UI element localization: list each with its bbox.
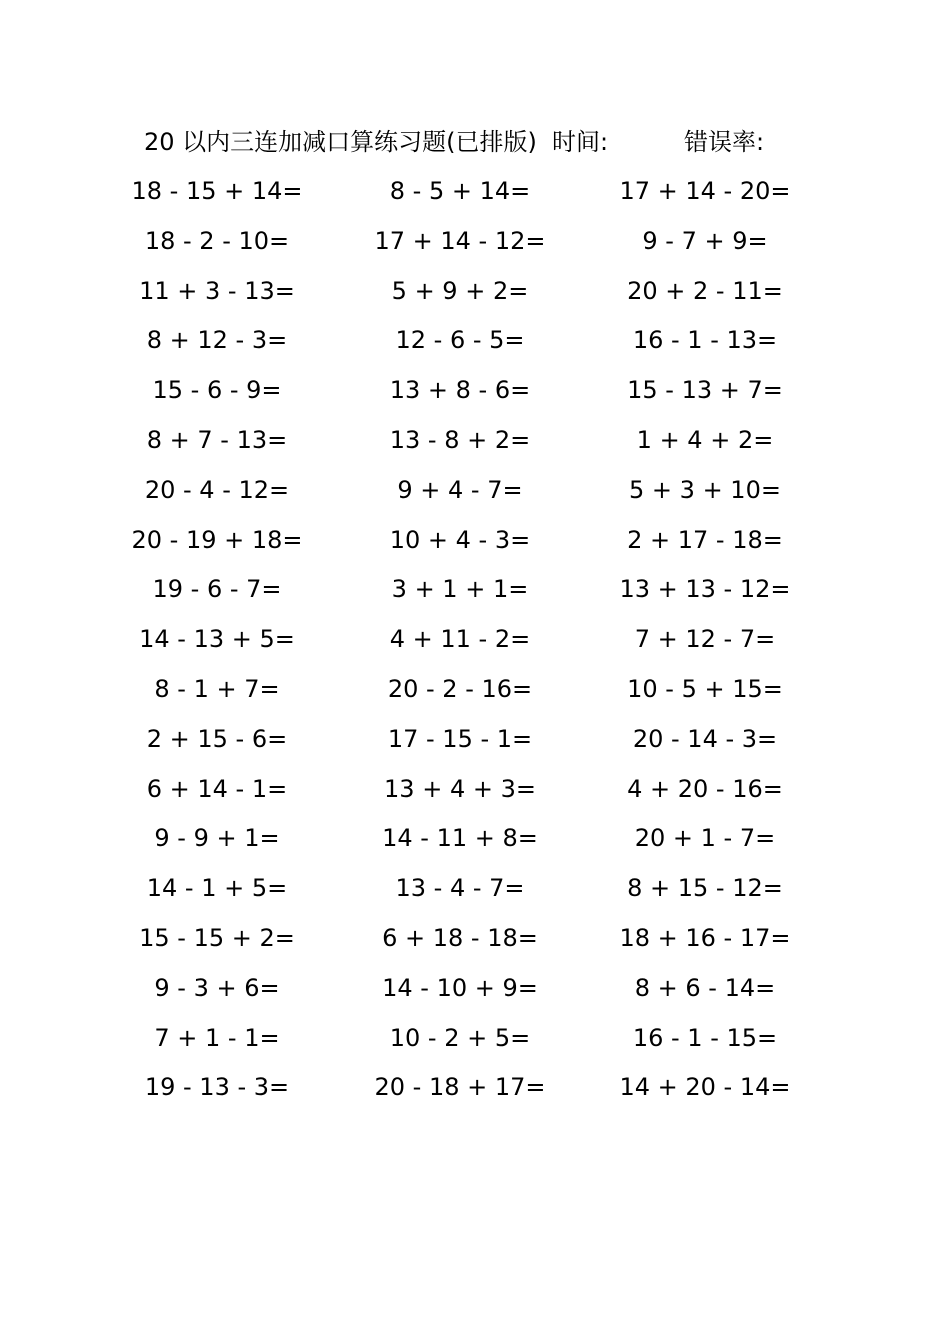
equation: 11 + 3 - 13= xyxy=(139,276,295,305)
equation: 8 - 1 + 7= xyxy=(154,674,280,703)
equation: 20 - 18 + 17= xyxy=(374,1073,546,1102)
worksheet-title: 20 以内三连加减口算练习题(已排版) xyxy=(144,128,537,156)
equation: 2 + 15 - 6= xyxy=(146,724,288,753)
equation: 16 - 1 - 15= xyxy=(632,1023,778,1052)
equation: 2 + 17 - 18= xyxy=(627,525,783,554)
equation: 13 + 13 - 12= xyxy=(619,575,791,604)
equation-row xyxy=(0,918,950,968)
equation-row xyxy=(0,1067,950,1117)
equation: 10 - 2 + 5= xyxy=(389,1023,531,1052)
equation: 20 - 14 - 3= xyxy=(632,724,778,753)
equation: 8 - 5 + 14= xyxy=(389,177,531,205)
equation: 17 - 15 - 1= xyxy=(387,724,533,753)
equation: 8 + 12 - 3= xyxy=(146,326,288,355)
equation: 20 - 2 - 16= xyxy=(387,674,533,703)
equation: 20 - 4 - 12= xyxy=(144,475,290,504)
equation: 8 + 7 - 13= xyxy=(146,425,288,454)
error-rate-label: 错误率: xyxy=(684,128,765,156)
equation-row xyxy=(0,171,950,221)
equation: 14 - 11 + 8= xyxy=(382,824,538,853)
equation: 15 - 15 + 2= xyxy=(139,923,295,952)
equation: 5 + 3 + 10= xyxy=(629,475,781,504)
time-label: 时间: xyxy=(552,128,609,156)
equation: 19 - 13 - 3= xyxy=(144,1073,290,1102)
equation-row xyxy=(0,221,950,271)
equation: 6 + 18 - 18= xyxy=(382,923,538,952)
equation: 9 - 7 + 9= xyxy=(642,226,768,255)
equation: 12 - 6 - 5= xyxy=(395,326,525,355)
equation-row xyxy=(0,320,950,370)
equation: 19 - 6 - 7= xyxy=(152,575,282,604)
equation-grid xyxy=(0,171,950,1117)
equation: 1 + 4 + 2= xyxy=(636,425,774,454)
equation: 14 + 20 - 14= xyxy=(619,1073,791,1102)
equation: 9 + 4 - 7= xyxy=(397,475,523,504)
equation-row xyxy=(0,271,950,321)
equation: 17 + 14 - 20= xyxy=(619,177,791,205)
equation: 13 - 4 - 7= xyxy=(395,874,525,903)
equation: 9 - 9 + 1= xyxy=(154,824,280,853)
equation: 8 + 6 - 14= xyxy=(634,973,776,1002)
equation: 20 - 19 + 18= xyxy=(131,525,303,554)
equation: 14 - 13 + 5= xyxy=(139,625,295,654)
equation: 18 + 16 - 17= xyxy=(619,923,791,952)
equation-row xyxy=(0,669,950,719)
equation: 6 + 14 - 1= xyxy=(146,774,288,803)
equation-row xyxy=(0,1018,950,1068)
equation-row xyxy=(0,818,950,868)
equation: 10 - 5 + 15= xyxy=(627,674,783,703)
equation-row xyxy=(0,470,950,520)
equation: 4 + 20 - 16= xyxy=(627,774,783,803)
equation: 20 + 2 - 11= xyxy=(627,276,783,305)
equation-row xyxy=(0,719,950,769)
equation: 14 - 1 + 5= xyxy=(146,874,288,903)
equation: 16 - 1 - 13= xyxy=(632,326,778,355)
equation: 9 - 3 + 6= xyxy=(154,973,280,1002)
equation-row xyxy=(0,370,950,420)
equation-row xyxy=(0,769,950,819)
equation: 3 + 1 + 1= xyxy=(391,575,529,604)
equation: 13 - 8 + 2= xyxy=(389,425,531,454)
equation: 13 + 8 - 6= xyxy=(389,376,531,405)
equation-row xyxy=(0,619,950,669)
equation-row xyxy=(0,569,950,619)
equation: 4 + 11 - 2= xyxy=(389,625,531,654)
equation: 7 + 1 - 1= xyxy=(154,1023,280,1052)
equation: 18 - 2 - 10= xyxy=(144,226,290,255)
equation: 14 - 10 + 9= xyxy=(382,973,538,1002)
equation-row xyxy=(0,520,950,570)
equation-row xyxy=(0,420,950,470)
equation: 13 + 4 + 3= xyxy=(384,774,536,803)
equation: 20 + 1 - 7= xyxy=(634,824,776,853)
equation: 17 + 14 - 12= xyxy=(374,226,546,255)
equation: 8 + 15 - 12= xyxy=(627,874,783,903)
equation: 15 - 13 + 7= xyxy=(627,376,783,405)
equation: 15 - 6 - 9= xyxy=(152,376,282,405)
equation-row xyxy=(0,868,950,918)
equation: 18 - 15 + 14= xyxy=(131,177,303,205)
equation: 5 + 9 + 2= xyxy=(391,276,529,305)
equation: 7 + 12 - 7= xyxy=(634,625,776,654)
equation: 10 + 4 - 3= xyxy=(389,525,531,554)
equation-row xyxy=(0,968,950,1018)
